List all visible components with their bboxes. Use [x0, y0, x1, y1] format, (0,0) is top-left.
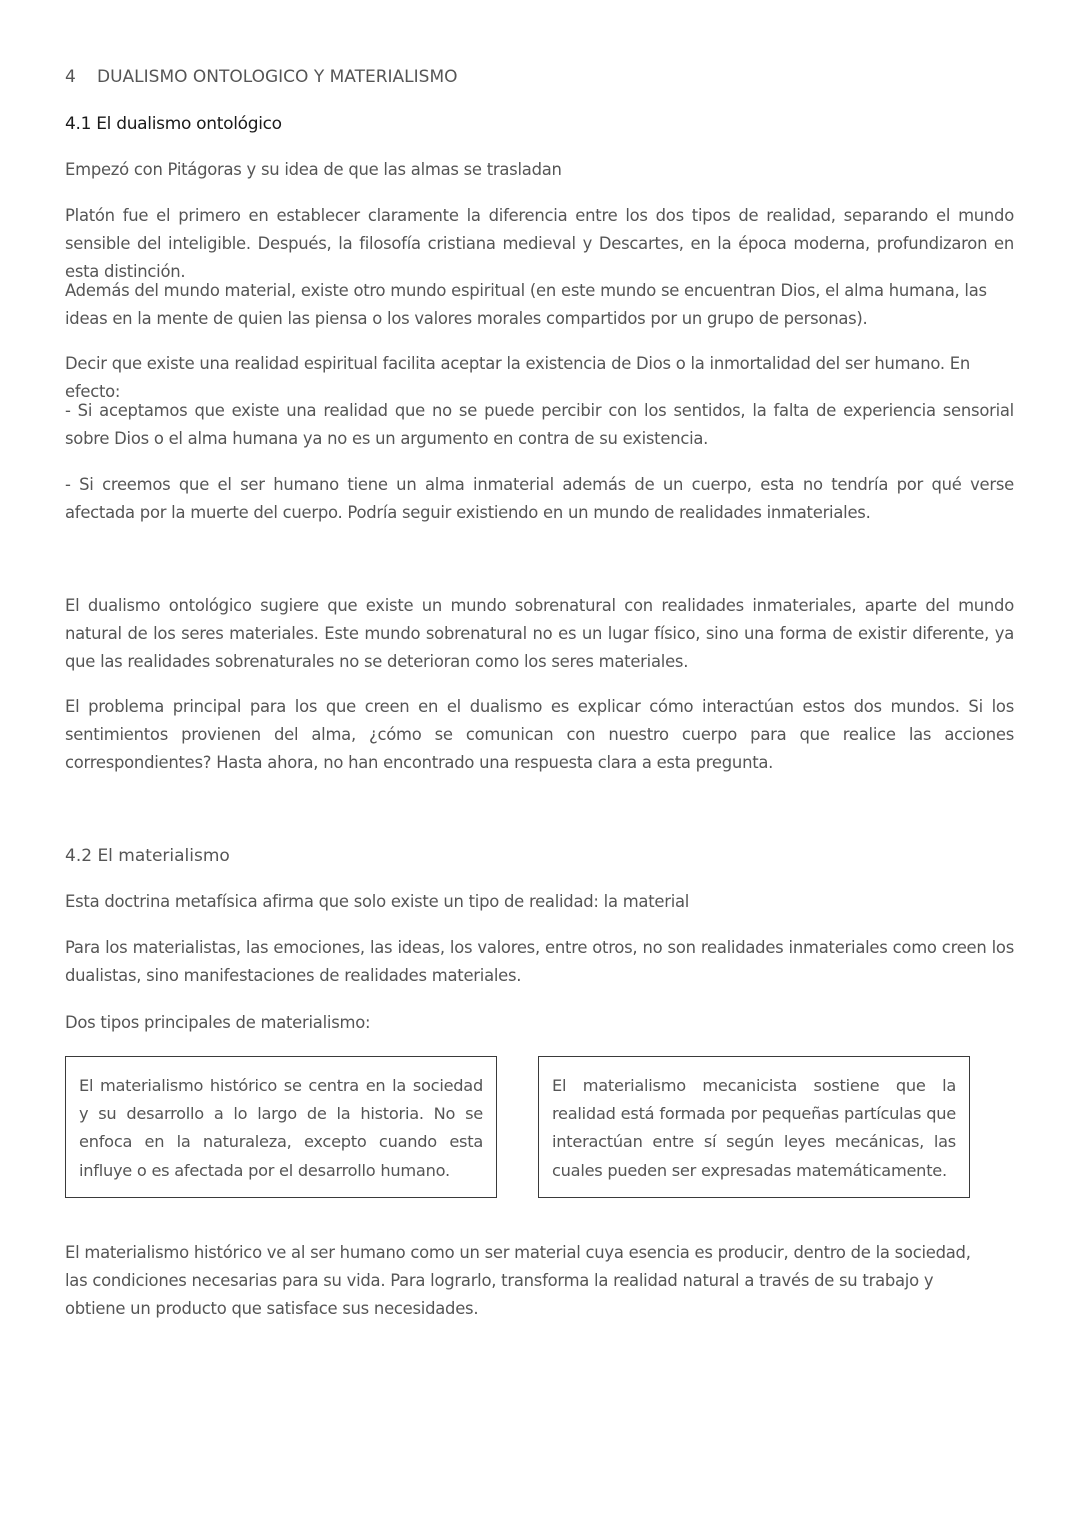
- section-heading-dualismo: 4.1 El dualismo ontológico: [65, 114, 282, 134]
- box-materialismo-historico: El materialismo histórico se centra en la sociedad y su desarrollo a lo largo de la historia. No se enfoca en la naturaleza, excepto cuando esta influye o es afectada por el desarrollo humano.: [65, 1056, 497, 1198]
- document-page: [65, 0, 1014, 1527]
- paragraph-doctrina: Esta doctrina metafísica afirma que solo existe un tipo de realidad: la material: [65, 892, 690, 911]
- paragraph-bullet-alma: - Si creemos que el ser humano tiene un alma inmaterial además de un cuerpo, esta no tendría por qué verse afectada por la muerte del cuerpo. Podría seguir existiendo en un mundo de realidades inmateriales.: [65, 475, 1014, 523]
- paragraph-bullet-sentidos: - Si aceptamos que existe una realidad que no se puede percibir con los sentidos, la falta de experiencia sensorial sobre Dios o el alma humana ya no es un argumento en contra de su existencia.: [65, 401, 1014, 449]
- paragraph-platon: Platón fue el primero en establecer claramente la diferencia entre los dos tipos de realidad, separando el mundo sensible del inteligible. Después, la filosofía cristiana medieval y Descartes, en la época moderna, profundizaron en esta distinción.: [65, 206, 1014, 282]
- paragraph-mundo-sobrenatural: El dualismo ontológico sugiere que existe un mundo sobrenatural con realidades inmateriales, aparte del mundo natural de los seres materiales. Este mundo sobrenatural no es un lugar físico, sino una forma de existir diferente, ya que las realidades sobrenaturales no se deterioran como los seres materiales.: [65, 596, 1014, 672]
- paragraph-realidad-espiritual: Decir que existe una realidad espiritual facilita aceptar la existencia de Dios o la inmortalidad del ser humano. En efecto:: [65, 354, 970, 402]
- chapter-heading: [65, 66, 458, 88]
- section-heading-materialismo: 4.2 El materialismo: [65, 846, 230, 866]
- paragraph-mundo-espiritual: Además del mundo material, existe otro mundo espiritual (en este mundo se encuentran Dios, el alma humana, las ideas en la mente de quien las piensa o los valores morales compartidos por un grupo de personas).: [65, 281, 987, 329]
- paragraph-problema-dualismo: El problema principal para los que creen en el dualismo es explicar cómo interactúan estos dos mundos. Si los sentimientos provienen del alma, ¿cómo se comunican con nuestro cuerpo para que realice las acciones correspondientes? Hasta ahora, no han encontrado una respuesta clara a esta pregunta.: [65, 697, 1014, 773]
- paragraph-materialistas: Para los materialistas, las emociones, las ideas, los valores, entre otros, no son realidades inmateriales como creen los dualistas, sino manifestaciones de realidades materiales.: [65, 938, 1014, 986]
- box-materialismo-mecanicista: El materialismo mecanicista sostiene que la realidad está formada por pequeñas partículas que interactúan entre sí según leyes mecánicas, las cuales pueden ser expresadas matemáticamente.: [538, 1056, 970, 1198]
- chapter-number: 4: [65, 67, 76, 87]
- paragraph-dos-tipos: Dos tipos principales de materialismo:: [65, 1013, 371, 1032]
- paragraph-pitagoras: Empezó con Pitágoras y su idea de que las almas se trasladan: [65, 160, 562, 179]
- paragraph-materialismo-historico: El materialismo histórico ve al ser humano como un ser material cuya esencia es producir, dentro de la sociedad, las condiciones necesarias para su vida. Para lograrlo, transforma la realidad natural a través de su trabajo y obtiene un producto que satisface sus necesidades.: [65, 1243, 971, 1319]
- chapter-title: DUALISMO ONTOLOGICO Y MATERIALISMO: [97, 67, 458, 87]
